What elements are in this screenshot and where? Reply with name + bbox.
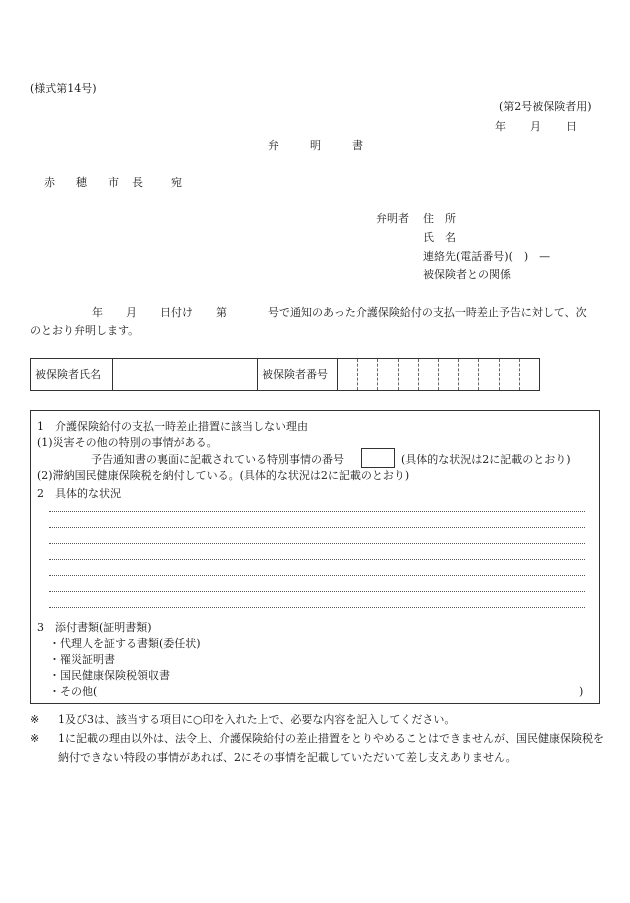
- intro-year: 年: [92, 306, 103, 319]
- title-char-3: 書: [352, 139, 363, 152]
- note-1: [30, 710, 605, 729]
- intro-day: 日付け: [160, 306, 193, 319]
- section3-heading: 3 添付書類(証明書類): [37, 621, 152, 634]
- main-section-box: [30, 410, 600, 704]
- addressee-char-3: 市: [108, 176, 119, 189]
- date-month: 月: [530, 120, 541, 133]
- insured-name-label: 被保険者氏名: [31, 359, 113, 390]
- addressee-char-4: 長: [132, 176, 143, 189]
- note-text: 1に記載の理由以外は、法令上、介護保険給付の差止措置をとりやめることはできませんが、国民健康保険税を納付できない特段の事情があれば、2にその事情を記載していただいて差し支えありません。: [58, 732, 604, 764]
- applicant-relationship: 被保険者との関係: [423, 268, 511, 281]
- insured-info-table: [30, 358, 540, 391]
- notes: [30, 710, 605, 767]
- attachment-other-close: ): [579, 685, 584, 698]
- addressee-char-2: 穂: [76, 176, 87, 189]
- section1-heading: 1 介護保険給付の支払一時差止措置に該当しない理由: [37, 420, 308, 433]
- digit-box[interactable]: [520, 359, 539, 390]
- note-2: [30, 729, 605, 767]
- writing-line[interactable]: [49, 607, 585, 608]
- digit-box[interactable]: [419, 359, 439, 390]
- attachment-other[interactable]: ・その他(: [49, 685, 98, 698]
- form-number: (様式第14号): [30, 82, 97, 95]
- form-target: (第2号被保険者用): [499, 100, 592, 113]
- applicant-address: 住 所: [423, 212, 456, 225]
- writing-line[interactable]: [49, 591, 585, 592]
- special-number-box[interactable]: [361, 448, 395, 468]
- special-number-prefix: 予告通知書の裏面に記載されている特別事情の番号: [91, 453, 344, 466]
- digit-box[interactable]: [479, 359, 499, 390]
- note-mark: ※: [30, 732, 40, 745]
- title-char-1: 弁: [268, 139, 279, 152]
- digit-box[interactable]: [500, 359, 520, 390]
- addressee-char-1: 赤: [44, 176, 55, 189]
- addressee-suffix: 宛: [171, 176, 182, 189]
- attachment-proxy[interactable]: ・代理人を証する書類(委任状): [49, 637, 201, 650]
- note-mark: ※: [30, 713, 40, 726]
- date-day: 日: [566, 120, 577, 133]
- writing-line[interactable]: [49, 575, 585, 576]
- date-year: 年: [495, 120, 506, 133]
- writing-line[interactable]: [49, 511, 585, 512]
- digit-box[interactable]: [378, 359, 398, 390]
- writing-line[interactable]: [49, 543, 585, 544]
- digit-box[interactable]: [338, 359, 358, 390]
- attachment-tax-receipt[interactable]: ・国民健康保険税領収書: [49, 669, 170, 682]
- insured-number-field[interactable]: [338, 359, 539, 390]
- insured-name-field[interactable]: [113, 359, 258, 390]
- section1-item2[interactable]: (2)滞納国民健康保険税を納付している。(具体的な状況は2に記載のとおり): [37, 469, 410, 482]
- intro-line2: のとおり弁明します。: [30, 324, 140, 337]
- digit-box[interactable]: [439, 359, 459, 390]
- applicant-name: 氏 名: [423, 231, 456, 244]
- applicant-contact: 連絡先(電話番号)( ) —: [423, 250, 551, 263]
- title-char-2: 明: [310, 139, 321, 152]
- intro-no: 第: [216, 306, 227, 319]
- insured-number-label: 被保険者番号: [258, 359, 338, 390]
- digit-box[interactable]: [358, 359, 378, 390]
- writing-line[interactable]: [49, 559, 585, 560]
- intro-month: 月: [126, 306, 137, 319]
- section2-heading: 2 具体的な状況: [37, 487, 121, 500]
- attachment-disaster-certificate[interactable]: ・罹災証明書: [49, 653, 115, 666]
- applicant-label: 弁明者: [376, 212, 409, 225]
- note-text: 1及び3は、該当する項目に○印を入れた上で、必要な内容を記入してください。: [58, 713, 456, 726]
- digit-box[interactable]: [399, 359, 419, 390]
- writing-line[interactable]: [49, 527, 585, 528]
- intro-text: 号で通知のあった介護保険給付の支払一時差止予告に対して、次: [268, 306, 587, 319]
- digit-box[interactable]: [459, 359, 479, 390]
- special-number-suffix: (具体的な状況は2に記載のとおり): [401, 453, 571, 466]
- section1-item1[interactable]: (1)災害その他の特別の事情がある。: [37, 436, 218, 449]
